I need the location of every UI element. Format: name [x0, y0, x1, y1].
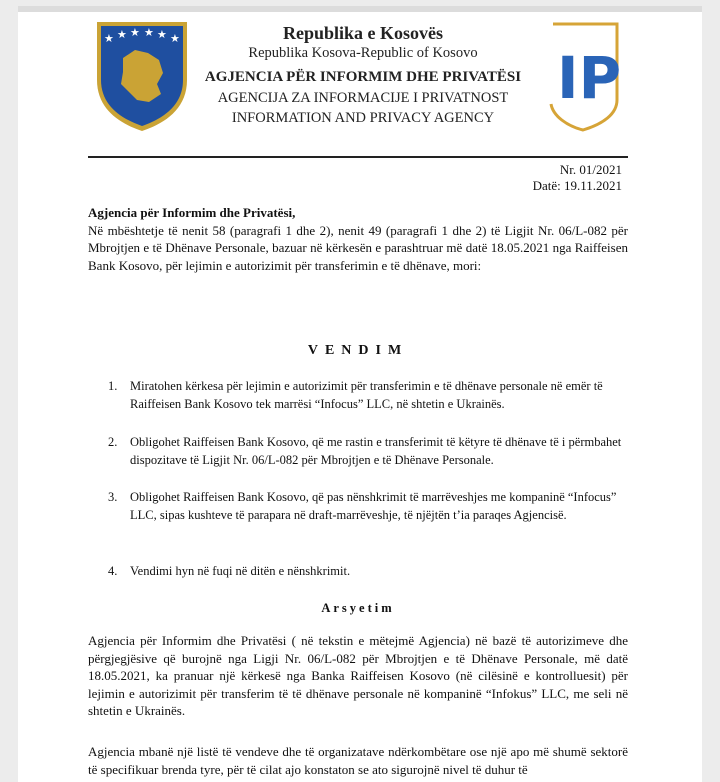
- country-name: Republika e Kosovës: [282, 23, 444, 43]
- document-meta: [533, 162, 622, 194]
- agency-name-sr: AGENCIJA ZA INFORMACIJE I PRIVATNOST: [217, 90, 509, 106]
- item-number: 2.: [108, 435, 118, 449]
- document-number: Nr. 01/2021: [559, 162, 622, 177]
- svg-text:★: ★: [117, 28, 127, 41]
- header-divider: [88, 156, 628, 158]
- top-band: [18, 6, 702, 12]
- country-name-translations: Republika Kosova-Republic of Kosovo: [248, 45, 478, 61]
- svg-text:★: ★: [144, 26, 154, 39]
- svg-text:★: ★: [170, 32, 180, 45]
- reasoning-title: Arsyetim: [321, 601, 395, 615]
- svg-text:★: ★: [104, 32, 114, 45]
- agency-name-sq: AGJENCIA PËR INFORMIM DHE PRIVATËSI: [204, 69, 522, 85]
- decision-title: VENDIM: [307, 343, 409, 358]
- decision-item: [108, 488, 628, 524]
- item-text: Obligohet Raiffeisen Bank Kosovo, që pas nënshkrimit të marrëveshjes me kompaninë “Infocus” LLC, sipas kushteve të parapara në draft-marrëveshje, të njëjtën t’ia paraqes Agjencisë.: [130, 490, 617, 522]
- letterhead: [178, 22, 548, 128]
- ip-agency-logo-icon: [543, 20, 623, 134]
- decision-item: [108, 562, 628, 580]
- item-number: 4.: [108, 564, 118, 578]
- reasoning-paragraph: Agjencia mbanë një listë të vendeve dhe të organizatave ndërkombëtare ose një apo më shumë sektorë të specifikuar brenda tyre, për të cilat ajo konstaton se ato sigurojnë nivel të duhur të: [88, 744, 628, 777]
- item-text: Vendimi hyn në fuqi në ditën e nënshkrimit.: [130, 564, 351, 578]
- svg-text:IP: IP: [557, 44, 622, 112]
- agency-name-en: INFORMATION AND PRIVACY AGENCY: [231, 110, 495, 126]
- intro-heading: Agjencia për Informim dhe Privatësi,: [88, 205, 296, 220]
- decision-item: [108, 377, 628, 413]
- intro-section: [88, 204, 628, 274]
- item-number: 1.: [108, 379, 118, 393]
- item-text: Miratohen kërkesa për lejimin e autorizimit për transferimin e të dhënave personale në emër të Raiffeisen Bank Kosovo tek marrësi “Infocus” LLC, në shtetin e Ukrainës.: [130, 379, 603, 411]
- decision-item: [108, 433, 628, 469]
- intro-paragraph: Në mbështetje të nenit 58 (paragrafi 1 dhe 2), nenit 49 (paragrafi 1 dhe 2) të Ligjit Nr. 06/L-082 për Mbrojtjen e të Dhënave Personale, bazuar në kërkesën e parashtruar më datë 18.05.2021 nga Raiffeisen Bank Kosovo, për lejimin e autorizimit për transferimin e të dhënave, mori:: [88, 222, 628, 273]
- document-page: [18, 6, 702, 782]
- item-text: Obligohet Raiffeisen Bank Kosovo, që me rastin e transferimit të këtyre të dhënave të i përmbahet dispozitave të Ligjit Nr. 06/L-082 për Mbrojtjen e të Dhënave Personale.: [130, 435, 622, 467]
- reasoning-paragraph: Agjencia për Informim dhe Privatësi ( në tekstin e mëtejmë Agjencia) në bazë të autorizimeve dhe përgjegjësive që burojnë nga Ligji Nr. 06/L-082 për Mbrojtjen e të Dhënave Personale, më datë 18.05.2021, ka pranuar një kërkesë nga Banka Raiffeisen Kosovo (në cilësinë e kontrolluesit) për lejimin e autorizimit për transferim të të dhënave personale në kompaninë “Infokus” LLC, me seli në shtetin e Ukrainës.: [88, 633, 628, 718]
- svg-text:★: ★: [130, 26, 140, 39]
- document-date: Datë: 19.11.2021: [532, 178, 622, 193]
- svg-text:★: ★: [157, 28, 167, 41]
- kosovo-emblem-icon: [93, 18, 191, 134]
- item-number: 3.: [108, 490, 118, 504]
